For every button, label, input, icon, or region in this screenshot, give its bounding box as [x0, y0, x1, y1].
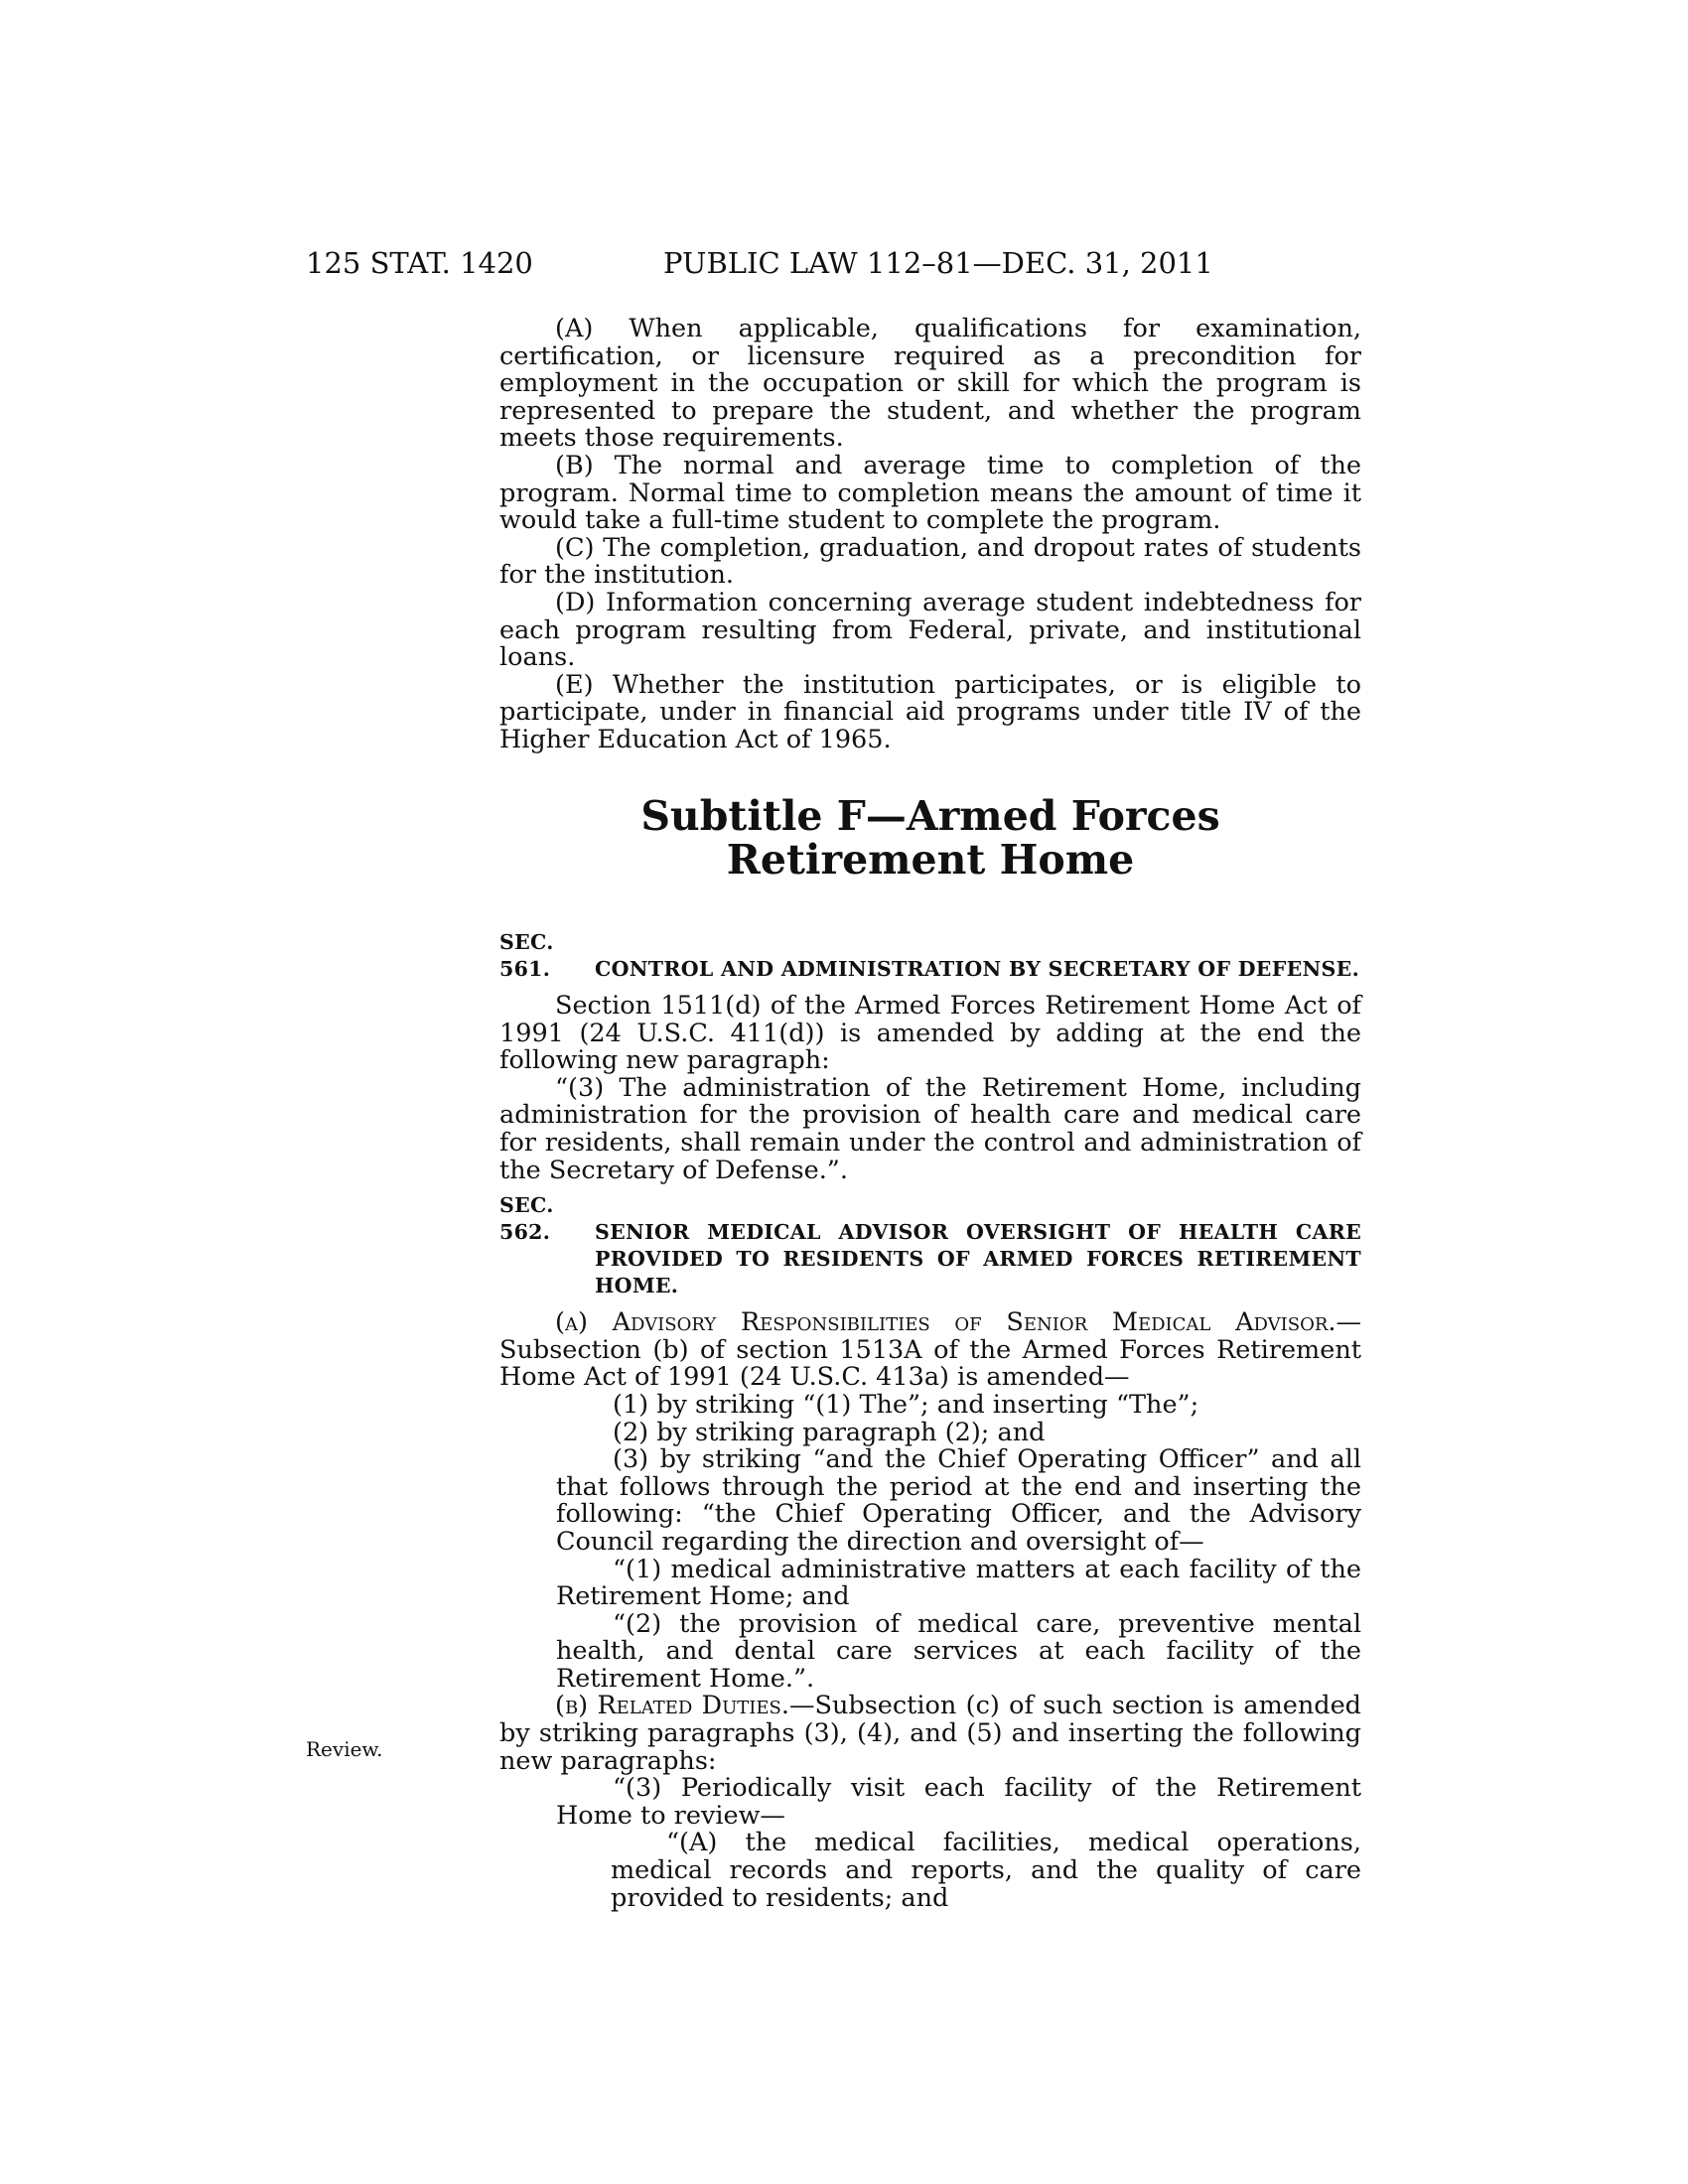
section-561-title: CONTROL AND ADMINISTRATION BY SECRETARY OF DEFENSE.: [595, 957, 1360, 981]
list-item-e: (E) Whether the institution participates, or is eligible to participate, under in financial aid programs under title IV of the Higher Education Act of 1965.: [499, 669, 1361, 754]
subsection-b-text: Subsection (c) of such section is amended by striking paragraphs (3), (4), and (5) and inserting the following new paragraphs:: [499, 1691, 1362, 1776]
quoted-item-1: “(1) medical administrative matters at each facility of the Retirement Home; and: [556, 1554, 1361, 1612]
subsection-a-heading: (a) Advisory Responsibilities of Senior Medical Advisor.—: [555, 1307, 1361, 1338]
document-body: [499, 316, 1361, 754]
amendment-item-2: (2) by striking paragraph (2); and: [613, 1417, 1046, 1447]
subsection-b-heading: (b) Related Duties.—: [555, 1691, 815, 1721]
new-paragraph-3: “(3) Periodically visit each facility of the Retirement Home to review—: [556, 1773, 1361, 1831]
section-562-heading: [499, 1192, 1361, 1299]
page-header: [306, 246, 1368, 286]
section-562-subsection-b: [499, 1693, 1361, 1775]
section-561-paragraph-2: “(3) The administration of the Retirement Home, including administration for the provision of health care and medical care for residents, shall remain under the control and administration of the Secretary of Defense.”.: [499, 1072, 1361, 1185]
section-561-paragraph-1: Section 1511(d) of the Armed Forces Retirement Home Act of 1991 (24 U.S.C. 411(d)) is amended by adding at the end the following new paragraph:: [499, 991, 1361, 1076]
subtitle-block: [499, 794, 1361, 882]
sections-body: [499, 919, 1361, 1912]
statute-page-number: 125 STAT. 1420: [306, 246, 533, 280]
list-item-d: (D) Information concerning average student indebtedness for each program resulting from Federal, private, and institutional loans.: [499, 587, 1361, 673]
section-561-heading: [499, 929, 1361, 983]
quoted-item-2: “(2) the provision of medical care, preventive mental health, and dental care services at each facility of the Retirement Home.”.: [556, 1608, 1361, 1694]
amendment-item-1: (1) by striking “(1) The”; and inserting “The”;: [613, 1389, 1199, 1420]
subtitle-heading: Subtitle F—Armed Forces Retirement Home: [640, 792, 1220, 884]
section-562-subsection-a: [499, 1309, 1361, 1392]
list-item-c: (C) The completion, graduation, and dropout rates of students for the institution.: [499, 532, 1361, 591]
new-paragraph-3-a: “(A) the medical facilities, medical operations, medical records and reports, and the quality of care provided to residents; and: [611, 1828, 1361, 1913]
list-item-b: (B) The normal and average time to completion of the program. Normal time to completion means the amount of time it would take a full-time student to complete the program.: [499, 450, 1361, 536]
subsection-a-text: Subsection (b) of section 1513A of the Armed Forces Retirement Home Act of 1991 (24 U.S.C. 413a) is amended—: [499, 1334, 1361, 1393]
section-562-number: SEC. 562.: [499, 1193, 554, 1245]
public-law-title: PUBLIC LAW 112–81—DEC. 31, 2011: [663, 246, 1213, 280]
section-561-number: SEC. 561.: [499, 930, 554, 981]
section-562-title: SENIOR MEDICAL ADVISOR OVERSIGHT OF HEALTH CARE PROVIDED TO RESIDENTS OF ARMED FORCES RETIREMENT HOME.: [595, 1220, 1361, 1298]
list-item-a: (A) When applicable, qualifications for examination, certification, or licensure required as a precondition for employment in the occupation or skill for which the program is represented to prepare the student, and whether the program meets those requirements.: [499, 314, 1361, 454]
amendment-item-3: (3) by striking “and the Chief Operating Officer” and all that follows through the period at the end and inserting the following: “the Chief Operating Officer, and the Advisory Council regarding the direction and oversight of—: [556, 1444, 1361, 1557]
margin-note-review: Review.: [306, 1737, 383, 1761]
